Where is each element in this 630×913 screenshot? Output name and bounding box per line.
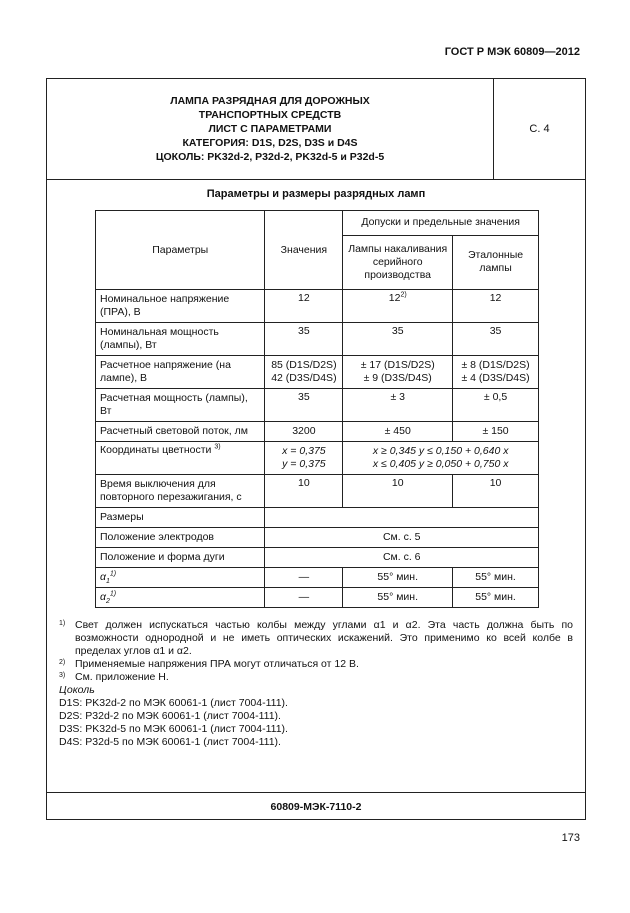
title-line: КАТЕГОРИЯ: D1S, D2S, D3S и D4S: [182, 137, 358, 149]
table-title: Параметры и размеры разрядных ламп: [206, 188, 426, 200]
title-line: ЛИСТ С ПАРАМЕТРАМИ: [208, 123, 332, 135]
sheet-page-label: С. 4: [529, 123, 550, 135]
page-number: 173: [561, 832, 580, 844]
cell-text: y = 0,375: [282, 458, 326, 470]
cell-serial: ± 450: [343, 422, 453, 442]
cap-line: D4S: P32d-5 по МЭК 60061-1 (лист 7004-111).: [59, 736, 281, 748]
cell-reference: 35: [453, 323, 539, 356]
cell-value: [265, 356, 343, 389]
footnote-number: 3): [59, 672, 66, 679]
header-values: Значения: [265, 211, 343, 290]
table-row: [96, 588, 539, 608]
header-serial: Лампы накаливания серийного производства: [343, 235, 453, 289]
footnote-ref: 3): [214, 443, 221, 451]
table-row: [96, 548, 539, 568]
table-row: [96, 290, 539, 323]
row-label: Номинальная мощность (лампы), Вт: [96, 323, 265, 356]
header-tolerances: Допуски и предельные значения: [343, 211, 539, 236]
cell-reference: ± 0,5: [453, 389, 539, 422]
footer-divider: [47, 792, 585, 793]
cell-serial: 55° мин.: [343, 568, 453, 588]
table-row: [96, 356, 539, 389]
cell-serial: [343, 290, 453, 323]
cell-empty: [265, 508, 539, 528]
cell-value: 35: [265, 323, 343, 356]
footnote: [59, 658, 573, 671]
cell-text: ± 9 (D3S/D4S): [363, 372, 432, 384]
cell-text: 12: [388, 292, 401, 304]
cell-value: 10: [265, 475, 343, 508]
cell-reference: ± 150: [453, 422, 539, 442]
alpha-symbol: α: [100, 591, 106, 603]
cell-text: 42 (D3S/D4S): [271, 372, 337, 384]
cell-value: 12: [265, 290, 343, 323]
alpha-subscript: 1: [106, 578, 110, 586]
footnote-text: Применяемые напряжения ПРА могут отличаться от 12 В.: [75, 658, 359, 670]
footnote: [59, 619, 573, 658]
table-row: [96, 422, 539, 442]
row-label: Размеры: [96, 508, 265, 528]
footnote-ref: 2): [400, 291, 407, 299]
cell-reference: 12: [453, 290, 539, 323]
row-label: [96, 568, 265, 588]
footnote-text: Свет должен испускаться частью колбы между углами α1 и α2. Эта часть должна быть по возможности однородной и не иметь оптических искажений. Это применимо ко всей колбе в пределах углов α1 и α2.: [75, 619, 573, 657]
sheet-title: [47, 79, 494, 179]
row-label: Расчетное напряжение (на лампе), В: [96, 356, 265, 389]
footnote-ref: 1): [109, 570, 117, 578]
cell-value: См. с. 5: [265, 528, 539, 548]
footnote-ref: 1): [109, 590, 117, 598]
row-label: Время выключения для повторного перезажигания, с: [96, 475, 265, 508]
row-label: Расчетная мощность (лампы), Вт: [96, 389, 265, 422]
table-row: [96, 323, 539, 356]
footnote: [59, 671, 573, 684]
cell-serial: 35: [343, 323, 453, 356]
table-row: [96, 442, 539, 475]
cell-text: x = 0,375: [282, 445, 326, 457]
sheet-header: [47, 79, 585, 180]
cell-text: ± 17 (D1S/D2S): [360, 359, 435, 371]
row-label: Расчетный световой поток, лм: [96, 422, 265, 442]
sheet-frame: [46, 78, 586, 820]
cell-serial: [343, 356, 453, 389]
cell-value: 3200: [265, 422, 343, 442]
cell-value: [265, 442, 343, 475]
cell-text: x ≤ 0,405 y ≥ 0,050 + 0,750 x: [372, 458, 509, 470]
cell-serial: ± 3: [343, 389, 453, 422]
table-header-row: [96, 211, 539, 236]
table-row: [96, 508, 539, 528]
cell-reference: 55° мин.: [453, 568, 539, 588]
cell-text: Координаты цветности: [100, 444, 212, 456]
cell-value: —: [265, 588, 343, 608]
cap-line: D3S: PK32d-5 по МЭК 60061-1 (лист 7004-111).: [59, 723, 288, 735]
table-row: [96, 475, 539, 508]
title-line: ЛАМПА РАЗРЯДНАЯ ДЛЯ ДОРОЖНЫХ: [170, 95, 370, 107]
table-row: [96, 389, 539, 422]
header-reference: Эталонные лампы: [453, 235, 539, 289]
alpha-symbol: α: [100, 571, 106, 583]
table-row: [96, 568, 539, 588]
footnote-text: См. приложение Н.: [75, 671, 169, 683]
cap-heading: Цоколь: [59, 684, 95, 696]
cell-text: ± 4 (D3S/D4S): [461, 372, 530, 384]
cell-value: —: [265, 568, 343, 588]
header-params: Параметры: [96, 211, 265, 290]
cell-value: См. с. 6: [265, 548, 539, 568]
row-label: [96, 442, 265, 475]
row-label: Положение электродов: [96, 528, 265, 548]
row-label: [96, 588, 265, 608]
cell-reference: 10: [453, 475, 539, 508]
cell-text: x ≥ 0,345 y ≤ 0,150 + 0,640 x: [372, 445, 509, 457]
footnotes: [59, 619, 573, 749]
cell-reference: 55° мин.: [453, 588, 539, 608]
cell-serial: 55° мин.: [343, 588, 453, 608]
cell-text: 85 (D1S/D2S): [271, 359, 337, 371]
cell-value: 35: [265, 389, 343, 422]
title-line: ТРАНСПОРТНЫХ СРЕДСТВ: [198, 109, 342, 121]
parameters-table: [95, 210, 539, 608]
table-row: [96, 528, 539, 548]
title-line: ЦОКОЛЬ: PK32d-2, P32d-2, PK32d-5 и P32d-5: [155, 151, 385, 163]
footnote-number: 2): [59, 659, 66, 666]
row-label: Положение и форма дуги: [96, 548, 265, 568]
cap-line: D1S: PK32d-2 по МЭК 60061-1 (лист 7004-111).: [59, 697, 288, 709]
cell-reference: [453, 356, 539, 389]
document-code: ГОСТ Р МЭК 60809—2012: [444, 46, 580, 58]
cell-serial: 10: [343, 475, 453, 508]
cap-line: D2S: P32d-2 по МЭК 60061-1 (лист 7004-111).: [59, 710, 281, 722]
cell-tolerance: [343, 442, 539, 475]
alpha-subscript: 2: [106, 598, 110, 606]
footnote-number: 1): [59, 620, 66, 627]
cell-text: ± 8 (D1S/D2S): [461, 359, 530, 371]
row-label: Номинальное напряжение (ПРА), В: [96, 290, 265, 323]
sheet-code: 60809-МЭК-7110-2: [270, 801, 362, 813]
